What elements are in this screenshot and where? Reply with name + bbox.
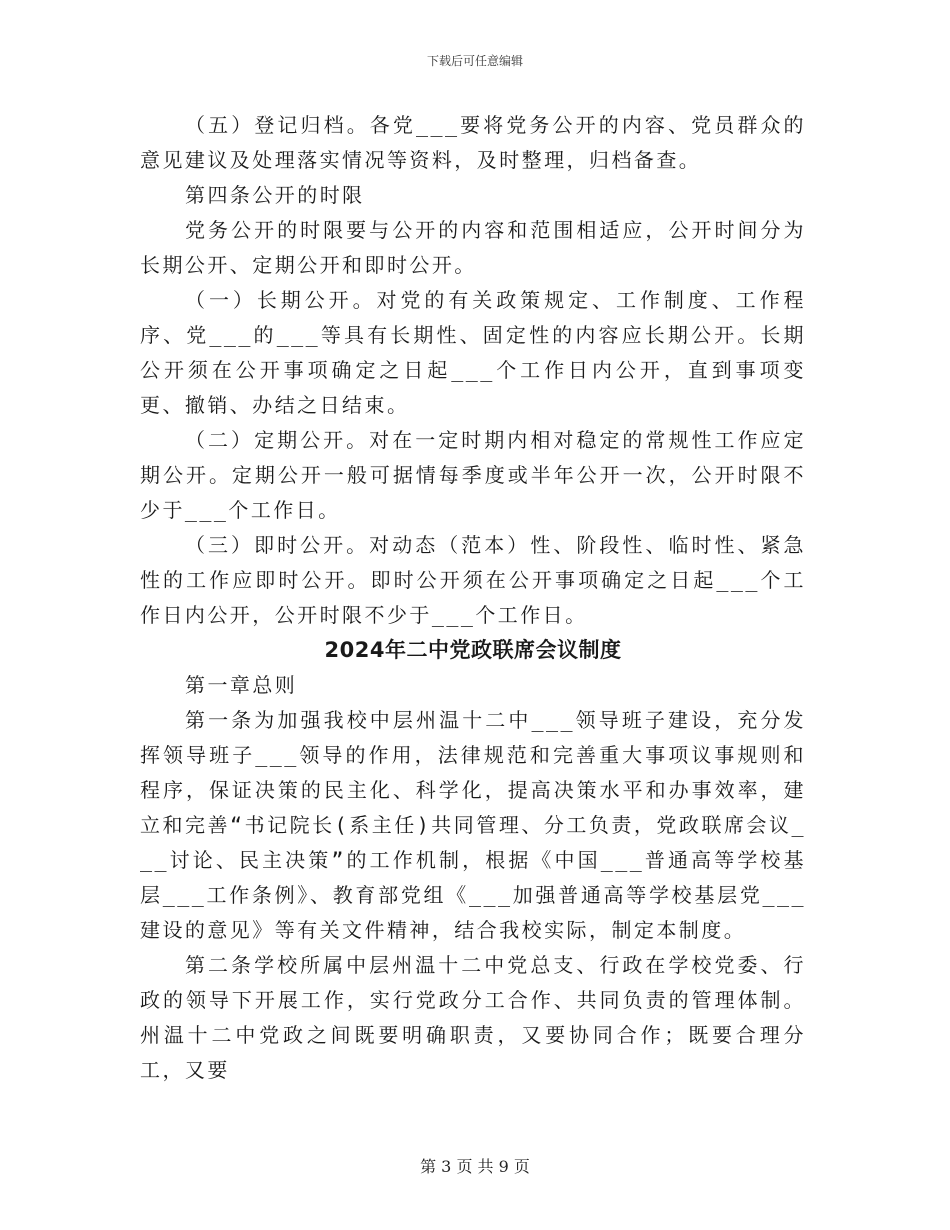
article-one-paragraph: 第一条为加强我校中层州温十二中___领导班子建设，充分发挥领导班子___领导的作用，法律规范和完善重大事项议事规则和程序，保证决策的民主化、科学化，提高决策水平和办事效率，建立和完善“书记院长(系主任)共同管理、分工负责，党政联席会议___讨论、民主决策”的工作机制，根据《中国___普通高等学校基层___工作条例》、教育部党组《___加强普通高等学校基层党___建设的意见》等有关文件精神，结合我校实际，制定本制度。 — [140, 708, 806, 942]
paragraph-registration-archive: （五）登记归档。各党___要将党务公开的内容、党员群众的意见建议及处理落实情况等资料，及时整理，归档备查。 — [140, 113, 806, 172]
paragraph-time-limit: 党务公开的时限要与公开的内容和范围相适应，公开时间分为长期公开、定期公开和即时公开。 — [140, 218, 806, 277]
article-four-heading: 第四条公开的时限 — [185, 183, 365, 207]
paragraph-immediate-disclosure: （三）即时公开。对动态（范本）性、阶段性、临时性、紧急性的工作应即时公开。即时公开须在公开事项确定之日起___个工作日内公开，公开时限不少于___个工作日。 — [140, 533, 806, 627]
chapter-one-heading: 第一章总则 — [185, 673, 298, 697]
article-two-paragraph: 第二条学校所属中层州温十二中党总支、行政在学校党委、行政的领导下开展工作，实行党政分工合作、共同负责的管理体制。州温十二中党政之间既要明确职责，又要协同合作；既要合理分工，又要 — [140, 953, 806, 1082]
paragraph-long-term-disclosure: （一）长期公开。对党的有关政策规定、工作制度、工作程序、党___的___等具有长期性、固定性的内容应长期公开。长期公开须在公开事项确定之日起___个工作日内公开，直到事项变更、撤销、办结之日结束。 — [140, 288, 806, 417]
page-header-note: 下载后可任意编辑 — [426, 54, 523, 68]
document-body — [140, 108, 806, 1088]
paragraph-periodic-disclosure: （二）定期公开。对在一定时期内相对稳定的常规性工作应定期公开。定期公开一般可据情每季度或半年公开一次，公开时限不少于___个工作日。 — [140, 428, 806, 522]
section-title: 2024年二中党政联席会议制度 — [324, 638, 622, 662]
page-number: 第 3 页 共 9 页 — [420, 1157, 530, 1176]
